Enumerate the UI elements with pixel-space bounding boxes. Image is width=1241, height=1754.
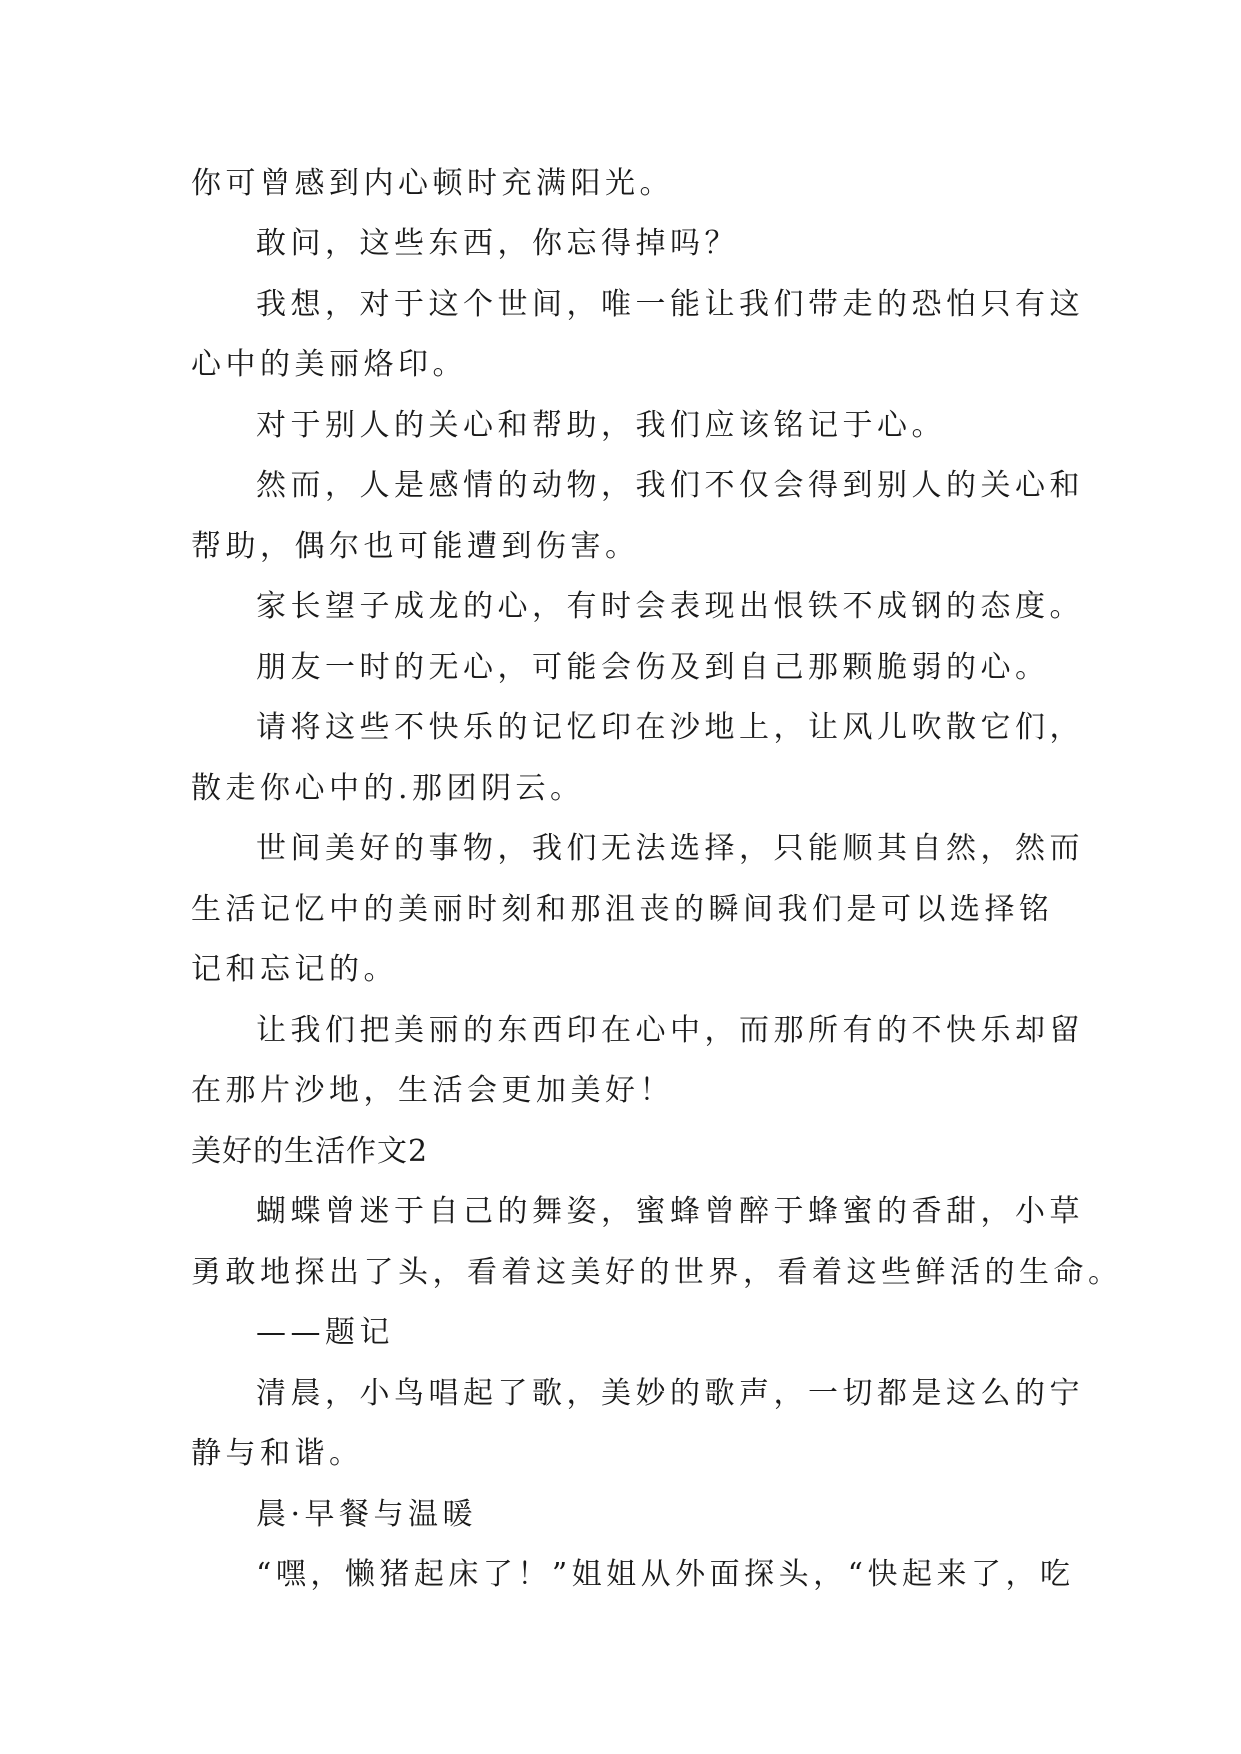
paragraph-line: 让我们把美丽的东西印在心中，而那所有的不快乐却留 — [256, 1013, 1084, 1048]
paragraph-line: 生活记忆中的美丽时刻和那沮丧的瞬间我们是可以选择铭 — [191, 892, 1054, 927]
paragraph-line: 对于别人的关心和帮助，我们应该铭记于心。 — [256, 408, 946, 443]
paragraph-line: 心中的美丽烙印。 — [191, 347, 467, 382]
paragraph-line: 敢问，这些东西，你忘得掉吗？ — [256, 226, 739, 261]
section-heading: 美好的生活作文2 — [191, 1134, 429, 1169]
paragraph-line: “嘿，懒猪起床了！”姐姐从外面探头，“快起来了，吃 — [256, 1557, 1075, 1592]
subsection-heading: 晨·早餐与温暖 — [256, 1497, 478, 1532]
paragraph-line: 请将这些不快乐的记忆印在沙地上，让风儿吹散它们， — [256, 710, 1084, 745]
paragraph-line: 世间美好的事物，我们无法选择，只能顺其自然，然而 — [256, 831, 1084, 866]
paragraph-line: 你可曾感到内心顿时充满阳光。 — [191, 166, 674, 201]
paragraph-line: 记和忘记的。 — [191, 952, 398, 987]
paragraph-line: 我想，对于这个世间，唯一能让我们带走的恐怕只有这 — [256, 287, 1084, 322]
epigraph-attribution: ——题记 — [256, 1315, 394, 1350]
paragraph-line: 蝴蝶曾迷于自己的舞姿，蜜蜂曾醉于蜂蜜的香甜，小草 — [256, 1194, 1084, 1229]
paragraph-line: 静与和谐。 — [191, 1436, 364, 1471]
paragraph-line: 清晨，小鸟唱起了歌，美妙的歌声，一切都是这么的宁 — [256, 1376, 1084, 1411]
paragraph-line: 散走你心中的.那团阴云。 — [191, 771, 585, 806]
paragraph-line: 在那片沙地，生活会更加美好！ — [191, 1073, 674, 1108]
paragraph-line: 然而，人是感情的动物，我们不仅会得到别人的关心和 — [256, 468, 1084, 503]
paragraph-line: 帮助，偶尔也可能遭到伤害。 — [191, 529, 640, 564]
paragraph-line: 勇敢地探出了头，看着这美好的世界，看着这些鲜活的生命。 — [191, 1255, 1123, 1290]
paragraph-line: 家长望子成龙的心，有时会表现出恨铁不成钢的态度。 — [256, 589, 1084, 624]
paragraph-line: 朋友一时的无心，可能会伤及到自己那颗脆弱的心。 — [256, 650, 1050, 685]
